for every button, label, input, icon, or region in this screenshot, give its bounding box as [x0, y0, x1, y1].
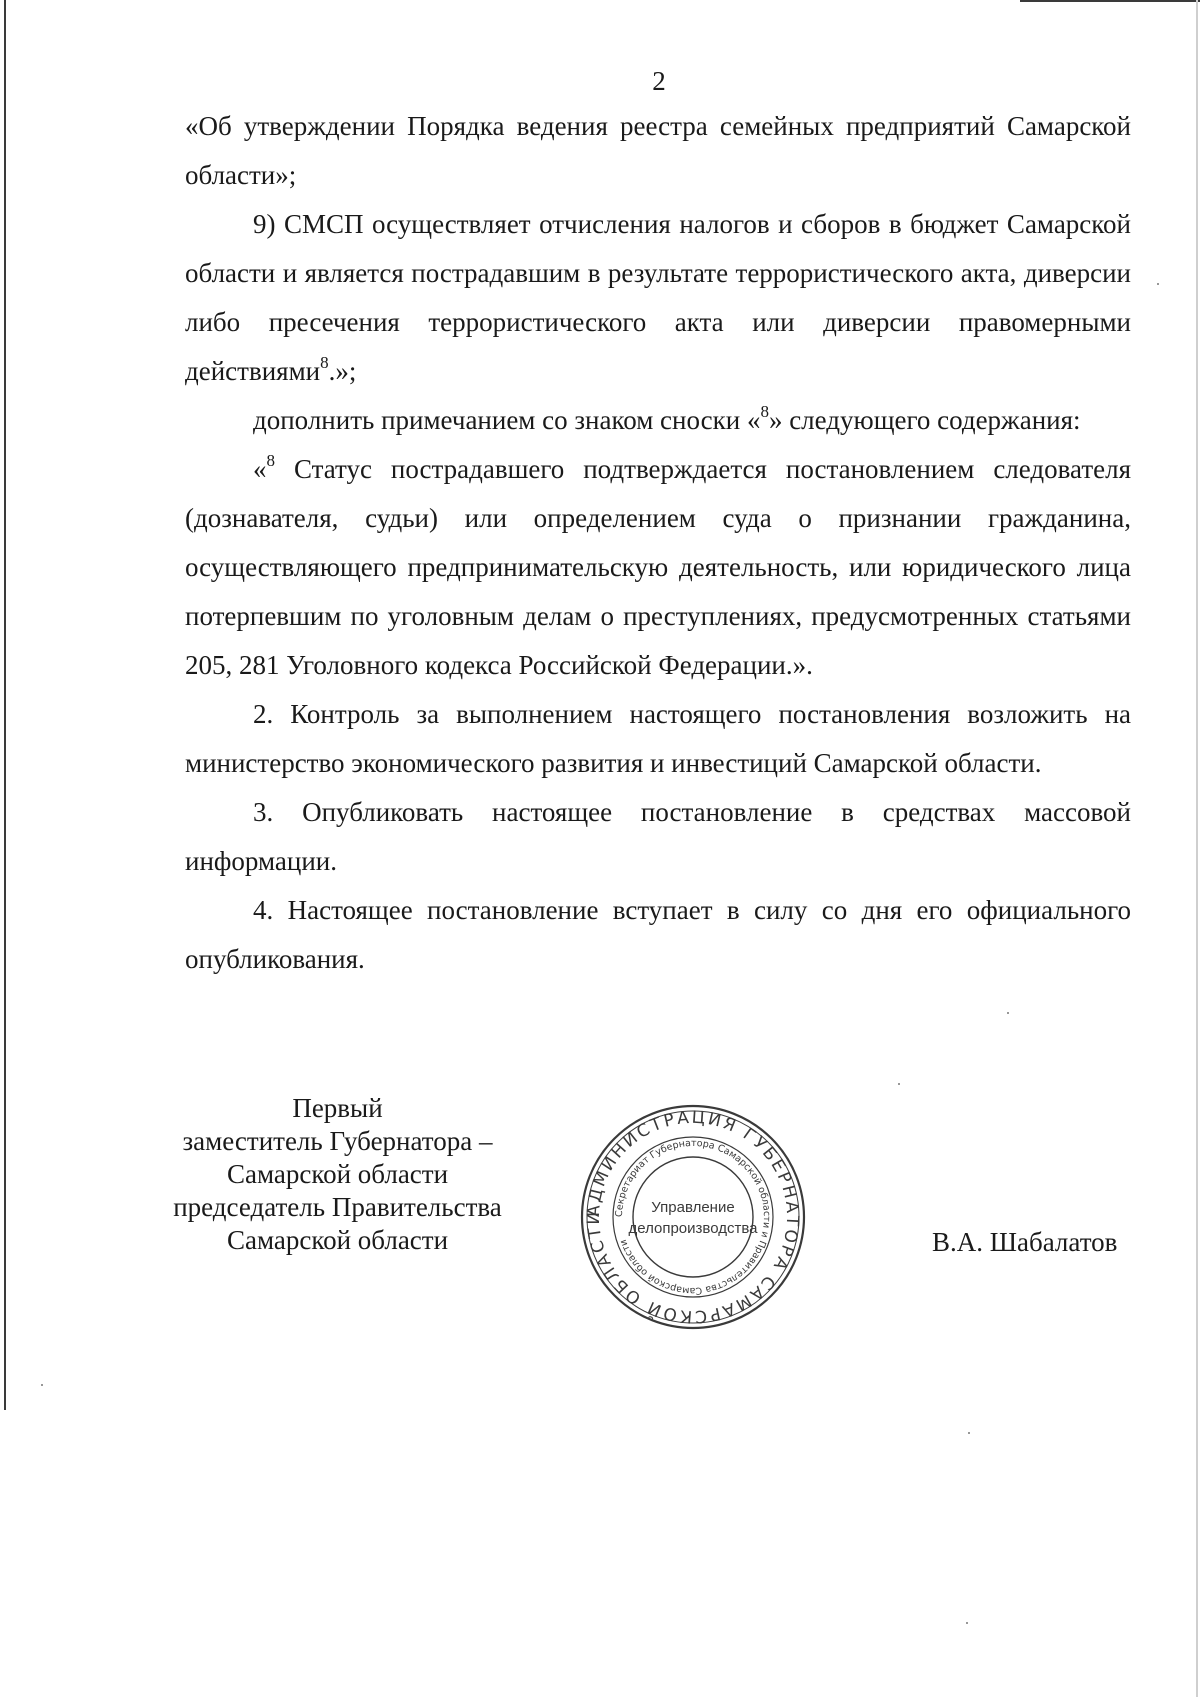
signatory-title-line: председатель Правительства — [173, 1192, 502, 1222]
seal-center-line-2: делопроизводства — [628, 1220, 758, 1237]
paragraph-6: 3. Опубликовать настоящее постановление в средствах массовой информации. — [185, 797, 1131, 876]
paragraph-4-start: « — [253, 454, 267, 484]
seal-center-line-1: Управление — [651, 1199, 735, 1216]
scan-speck — [966, 1622, 968, 1624]
paragraph-2-text: 9) СМСП осуществляет отчисления налогов и сборов в бюджет Самарской области и является пострадавшим в результате террористического акта, диверсии либо пресечения террористического акта или диверсии правомерными действиями — [185, 209, 1131, 386]
document-body — [185, 102, 1131, 984]
paragraph-4-text: Статус пострадавшего подтверждается постановлением следователя (дознавателя, судьи) или определением суда о признании гражданина, осуществляющего предпринимательскую деятельность, или юридического лица потерпевшим по уголовным делам о преступлениях, предусмотренных статьями 205, 281 Уголовного кодекса Российской Федерации.». — [185, 454, 1131, 680]
scan-speck — [41, 1384, 43, 1386]
scan-speck — [968, 1432, 970, 1434]
signatory-title-line: Первый — [292, 1093, 383, 1123]
paragraph-7: 4. Настоящее постановление вступает в силу со дня его официального опубликования. — [185, 895, 1131, 974]
signatory-title-line: Самарской области — [226, 1159, 449, 1189]
signatory-title-line: заместитель Губернатора – — [182, 1126, 493, 1156]
signatory-title-line: Самарской области — [226, 1225, 449, 1255]
paragraph-2-end: .»; — [328, 356, 357, 386]
paragraph-3-start: дополнить примечанием со знаком сноски « — [253, 405, 761, 435]
seal-inner-text: Секретариат Губернатора Самарской области и Правительства Самарской области — [613, 1137, 773, 1297]
footnote-marker: 8 — [266, 451, 275, 470]
paragraph-4 — [185, 445, 1131, 690]
seal-outer-text: АДМИНИСТРАЦИЯ ГУБЕРНАТОРА САМАРСКОЙ ОБЛАСТИ — [583, 1107, 803, 1327]
paragraph-1: «Об утверждении Порядка ведения реестра семейных предприятий Самарской области»; — [185, 111, 1131, 190]
paragraph-2 — [185, 200, 1131, 396]
scan-speck — [1007, 1012, 1009, 1014]
footnote-marker: 8 — [320, 353, 329, 372]
seal-inner-ring — [633, 1157, 753, 1277]
scan-border-left — [4, 0, 6, 1410]
paragraph-3-end: » следующего содержания: — [768, 405, 1081, 435]
scan-speck — [1157, 283, 1159, 285]
page-number: 2 — [652, 66, 666, 96]
paragraph-5: 2. Контроль за выполнением настоящего постановления возложить на министерство экономического развития и инвестиций Самарской области. — [185, 699, 1131, 778]
seal-middle-ring — [613, 1137, 773, 1297]
scan-border-right — [1196, 0, 1198, 1697]
footnote-marker: 8 — [760, 402, 769, 421]
scan-speck — [898, 1083, 900, 1085]
paragraph-3 — [185, 396, 1131, 445]
official-seal — [578, 1102, 808, 1332]
signatory-title — [150, 1092, 525, 1257]
signatory-name: В.А. Шабалатов — [932, 1227, 1118, 1257]
scan-border-top — [1020, 0, 1200, 2]
